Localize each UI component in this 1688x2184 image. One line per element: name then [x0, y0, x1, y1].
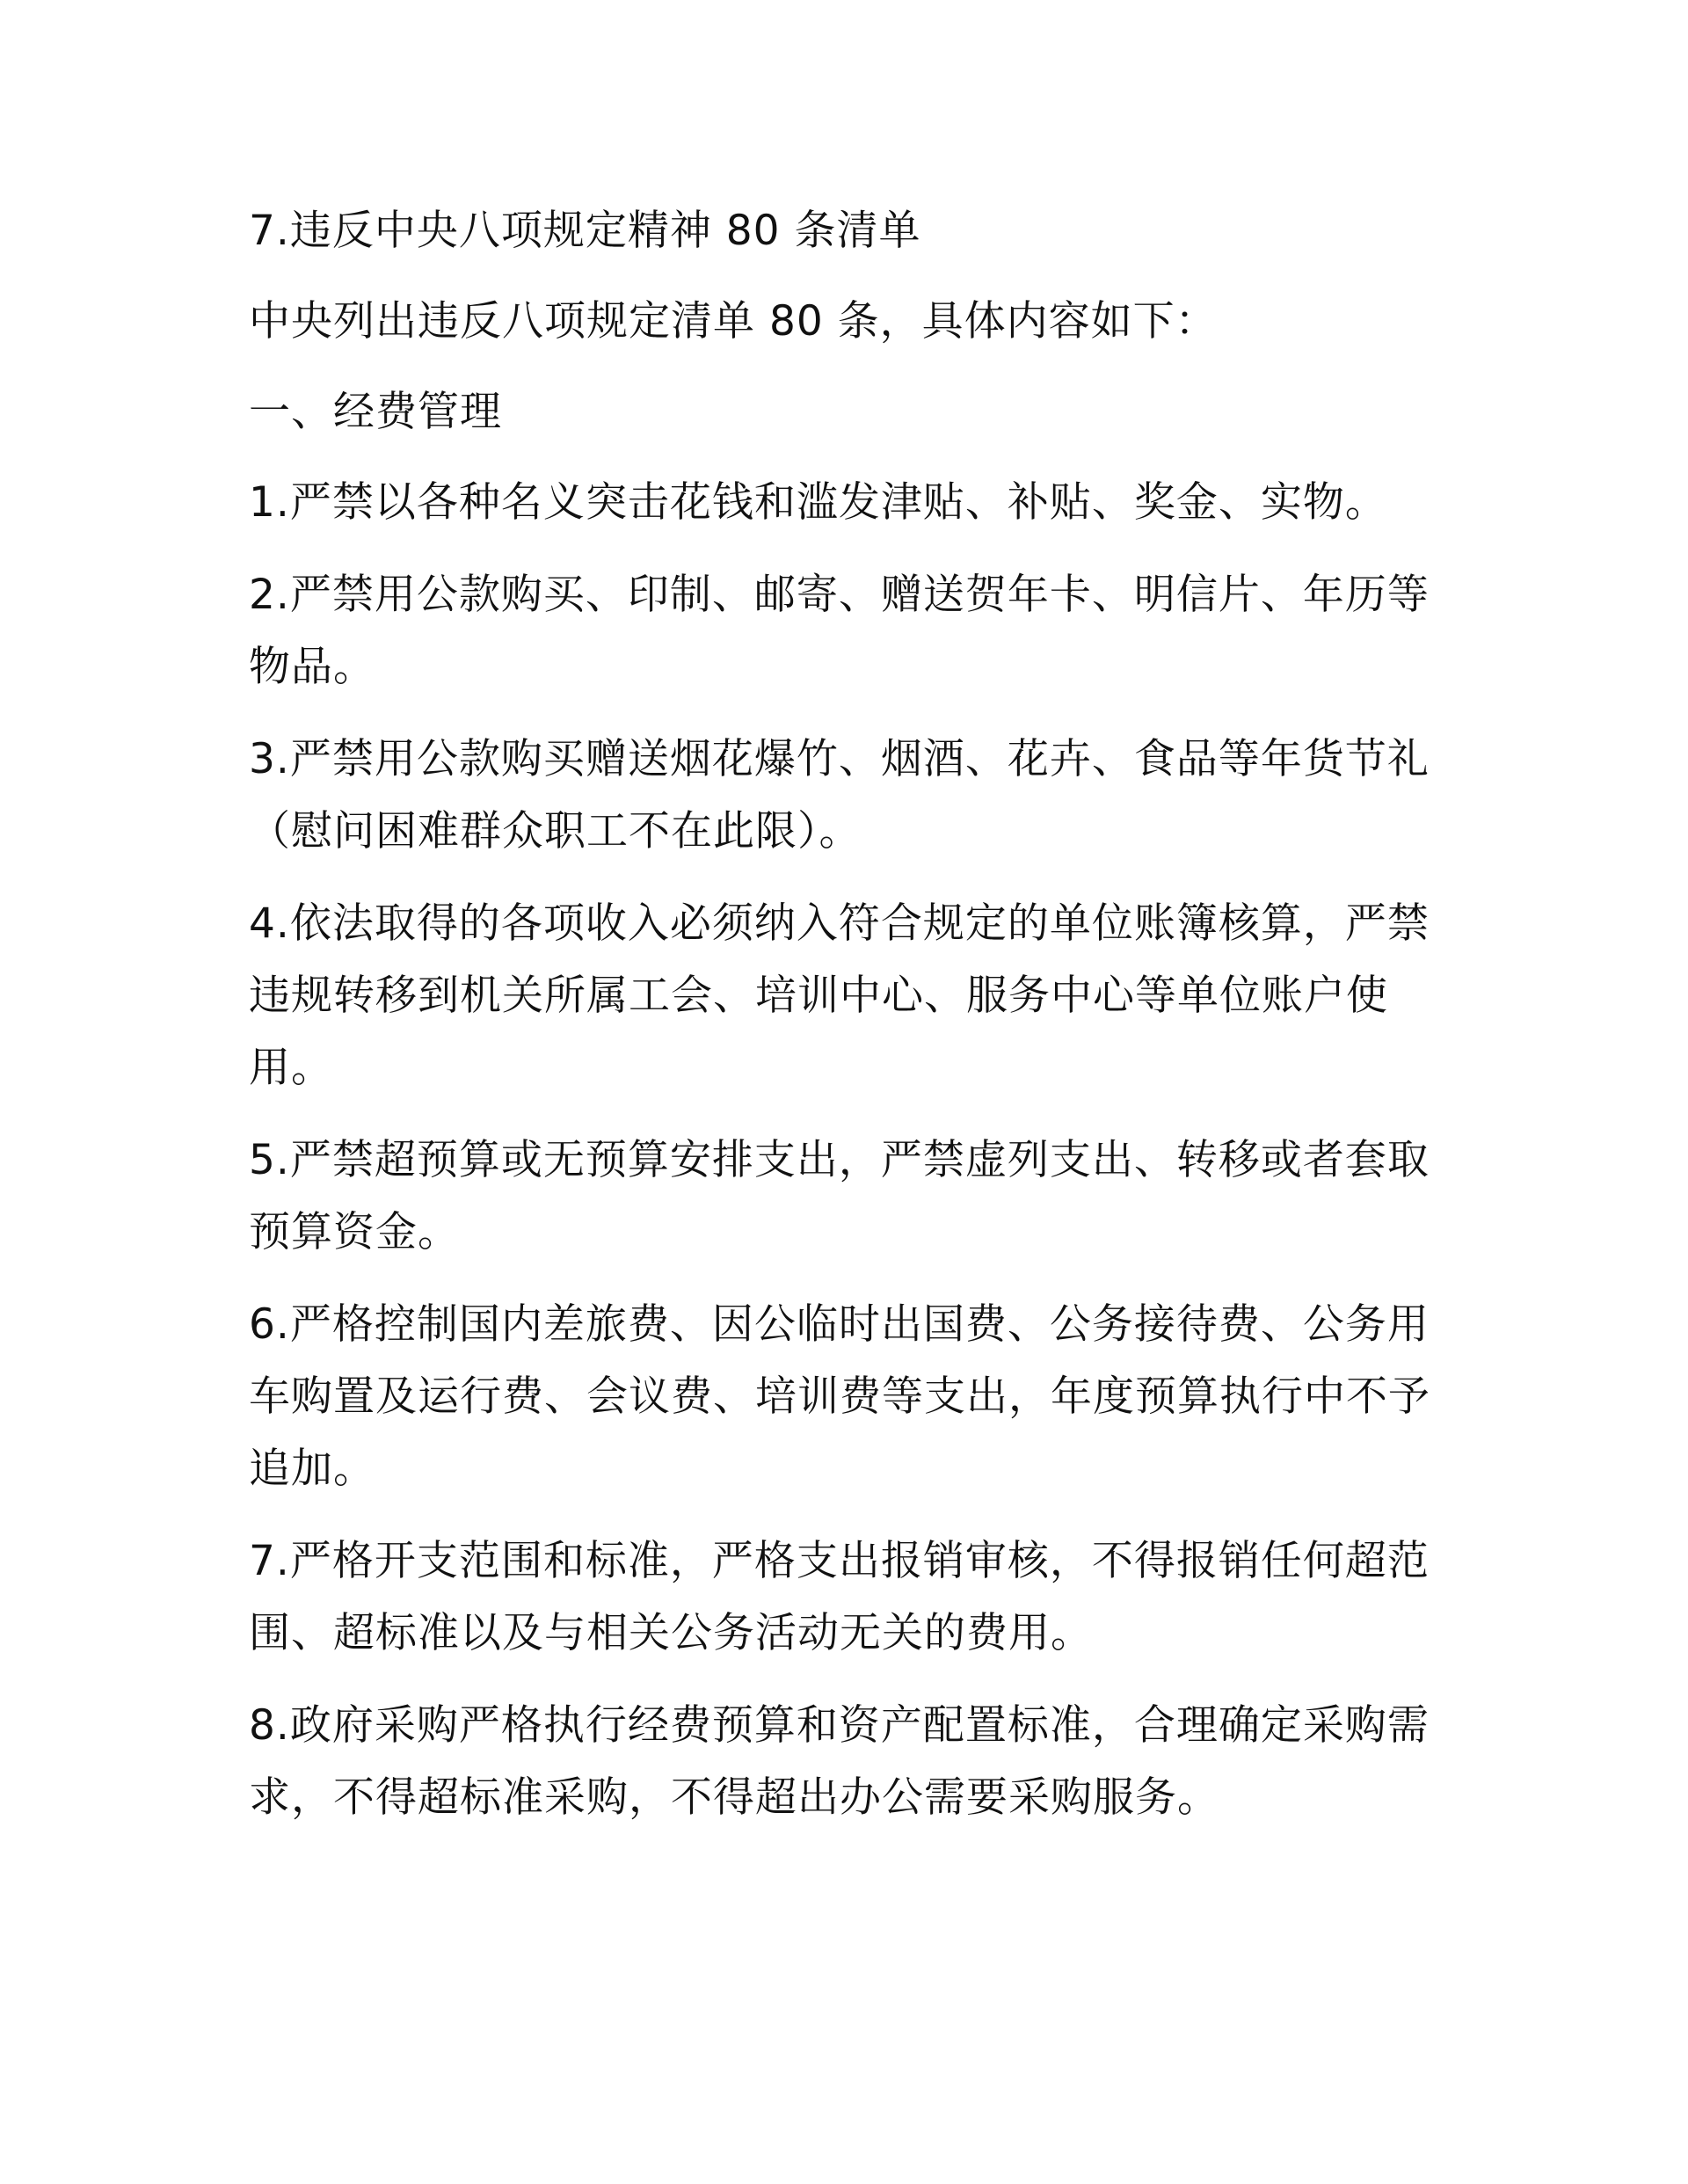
list-item-2: 2.严禁用公款购买、印制、邮寄、赠送贺年卡、明信片、年历等物品。 — [249, 571, 1430, 691]
list-item-4: 4.依法取得的各项收入必须纳入符合规定的单位账簿核算，严禁违规转移到机关所属工会、培训中心、服务中心等单位账户使用。 — [249, 899, 1430, 1092]
list-item-3: 3.严禁用公款购买赠送烟花爆竹、烟酒、花卉、食品等年货节礼（慰问困难群众职工不在此限）。 — [249, 735, 1430, 855]
list-item-5: 5.严禁超预算或无预算安排支出，严禁虚列支出、转移或者套取预算资金。 — [249, 1136, 1430, 1256]
list-item-7: 7.严格开支范围和标准，严格支出报销审核，不得报销任何超范围、超标准以及与相关公务活动无关的费用。 — [249, 1537, 1430, 1657]
document-title: 7.违反中央八项规定精神 80 条清单 — [249, 207, 921, 255]
section-heading: 一、经费管理 — [249, 388, 502, 436]
list-item-6: 6.严格控制国内差旅费、因公临时出国费、公务接待费、公务用车购置及运行费、会议费、培训费等支出，年度预算执行中不予追加。 — [249, 1300, 1430, 1493]
list-item-1: 1.严禁以各种名义突击花钱和滥发津贴、补贴、奖金、实物。 — [249, 478, 1387, 527]
intro-paragraph: 中央列出违反八项规定清单 80 条，具体内容如下： — [249, 297, 1218, 346]
list-item-8: 8.政府采购严格执行经费预算和资产配置标准，合理确定采购需求，不得超标准采购，不得超出办公需要采购服务。 — [249, 1701, 1430, 1822]
document-body — [249, 195, 1444, 1854]
